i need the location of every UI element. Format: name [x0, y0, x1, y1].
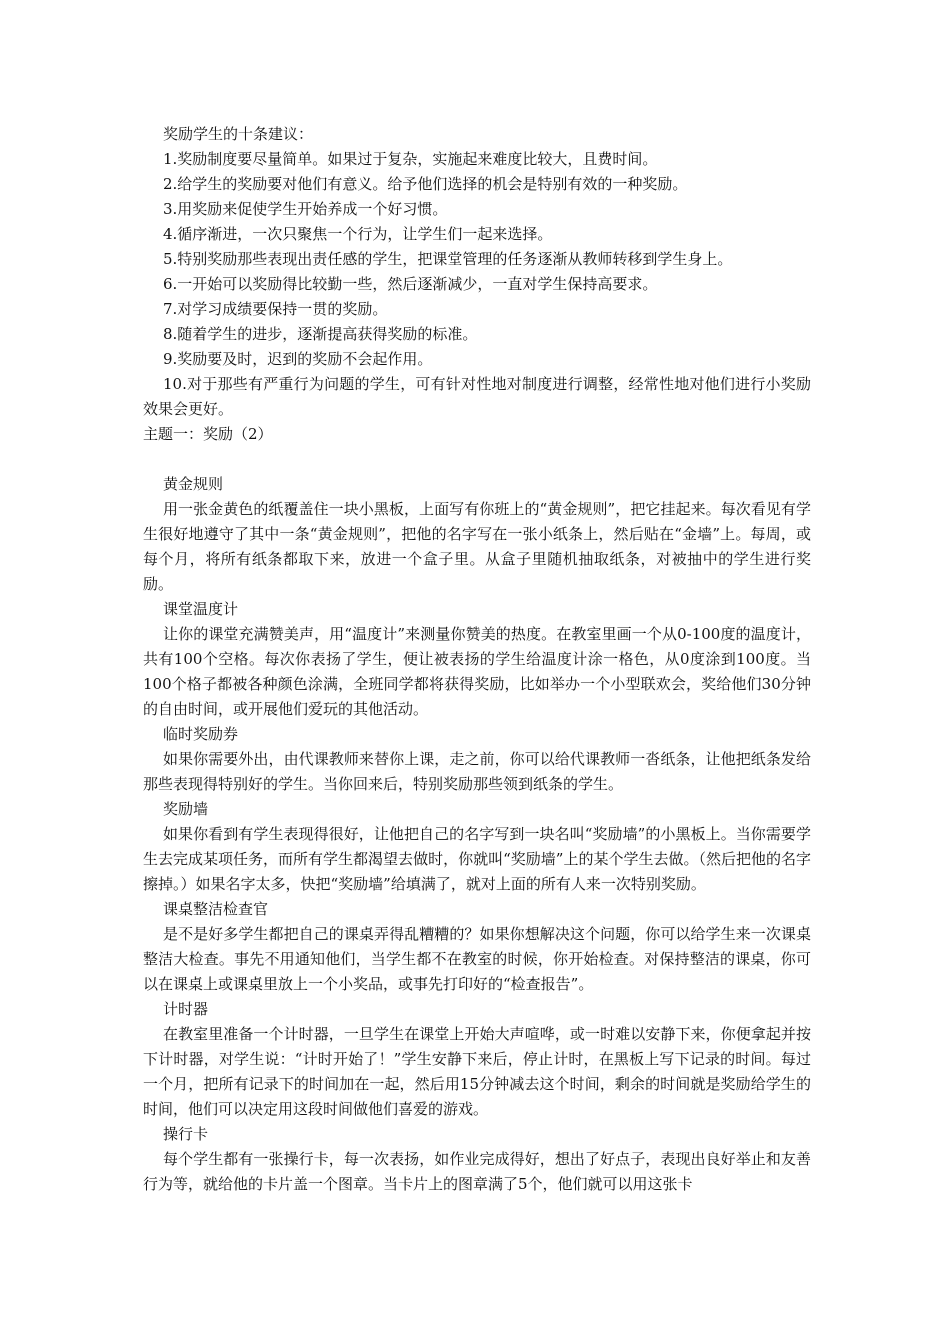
tip-item: 6.一开始可以奖励得比较勤一些，然后逐渐减少，一直对学生保持高要求。	[163, 275, 658, 293]
tip-item: 7.对学习成绩要保持一贯的奖励。	[163, 300, 388, 318]
topic-heading: 主题一：奖励（2）	[143, 425, 273, 443]
tip-item: 4.循序渐进，一次只聚焦一个行为，让学生们一起来选择。	[163, 225, 553, 243]
section-title: 临时奖励券	[163, 725, 239, 743]
section-title: 计时器	[163, 1000, 209, 1018]
section-body: 如果你需要外出，由代课教师来替你上课，走之前，你可以给代课教师一沓纸条，让他把纸条发给那些表现得特别好的学生。当你回来后，特别奖励那些领到纸条的学生。	[143, 750, 811, 793]
tip-item: 3.用奖励来促使学生开始养成一个好习惯。	[163, 200, 448, 218]
tip-item: 10.对于那些有严重行为问题的学生，可有针对性地对制度进行调整，经常性地对他们进行小奖励效果会更好。	[143, 375, 811, 418]
intro-heading: 奖励学生的十条建议：	[163, 125, 314, 143]
section-title: 黄金规则	[163, 475, 224, 493]
blank-line	[143, 447, 811, 472]
section-body: 如果你看到有学生表现得很好，让他把自己的名字写到一块名叫“奖励墙”的小黑板上。当你需要学生去完成某项任务，而所有学生都渴望去做时，你就叫“奖励墙”上的某个学生去做。（然后把他的名字擦掉。）如果名字太多，快把“奖励墙”给填满了，就对上面的所有人来一次特别奖励。	[143, 825, 811, 893]
section-title: 课桌整洁检查官	[163, 900, 269, 918]
tip-item: 5.特别奖励那些表现出责任感的学生，把课堂管理的任务逐渐从教师转移到学生身上。	[163, 250, 733, 268]
section-body: 让你的课堂充满赞美声，用“温度计”来测量你赞美的热度。在教室里画一个从0-100度的温度计，共有100个空格。每次你表扬了学生，便让被表扬的学生给温度计涂一格色，从0度涂到100度。当100个格子都被各种颜色涂满，全班同学都将获得奖励，比如举办一个小型联欢会，奖给他们30分钟的自由时间，或开展他们爱玩的其他活动。	[143, 625, 811, 718]
document-body	[143, 122, 811, 1197]
section-body: 每个学生都有一张操行卡，每一次表扬，如作业完成得好，想出了好点子，表现出良好举止和友善行为等，就给他的卡片盖一个图章。当卡片上的图章满了5个，他们就可以用这张卡	[143, 1150, 811, 1193]
section-title: 操行卡	[163, 1125, 209, 1143]
tip-item: 1.奖励制度要尽量简单。如果过于复杂，实施起来难度比较大，且费时间。	[163, 150, 658, 168]
section-body: 用一张金黄色的纸覆盖住一块小黑板，上面写有你班上的“黄金规则”，把它挂起来。每次看见有学生很好地遵守了其中一条“黄金规则”，把他的名字写在一张小纸条上，然后贴在“金墙”上。每周，或每个月，将所有纸条都取下来，放进一个盒子里。从盒子里随机抽取纸条，对被抽中的学生进行奖励。	[143, 500, 811, 593]
section-title: 课堂温度计	[163, 600, 239, 618]
tip-item: 8.随着学生的进步，逐渐提高获得奖励的标准。	[163, 325, 478, 343]
tip-item: 9.奖励要及时，迟到的奖励不会起作用。	[163, 350, 433, 368]
section-title: 奖励墙	[163, 800, 209, 818]
tip-item: 2.给学生的奖励要对他们有意义。给予他们选择的机会是特别有效的一种奖励。	[163, 175, 688, 193]
section-body: 在教室里准备一个计时器，一旦学生在课堂上开始大声喧哗，或一时难以安静下来，你便拿起并按下计时器，对学生说：“计时开始了！”学生安静下来后，停止计时，在黑板上写下记录的时间。每过一个月，把所有记录下的时间加在一起，然后用15分钟减去这个时间，剩余的时间就是奖励给学生的时间，他们可以决定用这段时间做他们喜爱的游戏。	[143, 1025, 811, 1118]
section-body: 是不是好多学生都把自己的课桌弄得乱糟糟的？如果你想解决这个问题，你可以给学生来一次课桌整洁大检查。事先不用通知他们，当学生都不在教室的时候，你开始检查。对保持整洁的课桌，你可以在课桌上或课桌里放上一个小奖品，或事先打印好的“检查报告”。	[143, 925, 811, 993]
